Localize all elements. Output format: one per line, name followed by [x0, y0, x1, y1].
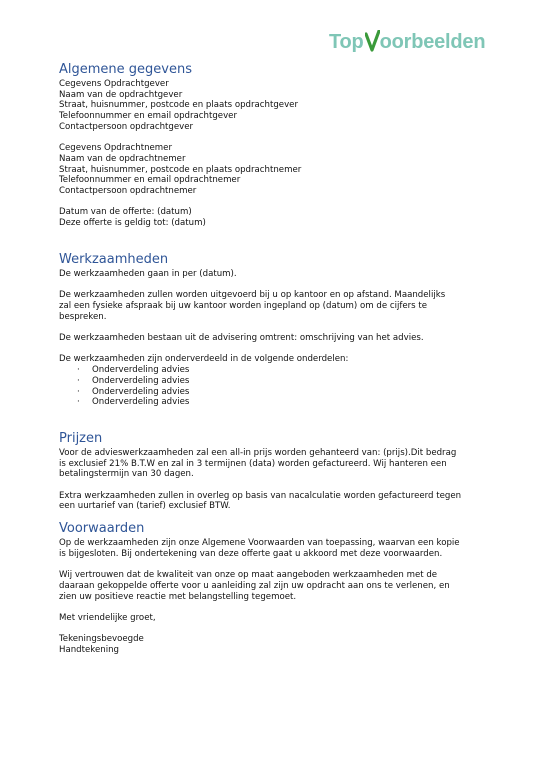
text-line: Datum van de offerte: (datum)	[59, 207, 192, 218]
text-line: Straat, huisnummer, postcode en plaats opdrachtnemer	[59, 164, 302, 175]
text-line: De werkzaamheden gaan in per (datum).	[59, 268, 237, 279]
bullet-icon: ·	[77, 375, 80, 386]
text-line: bespreken.	[59, 311, 107, 322]
logo-text-top: Top	[329, 31, 364, 53]
list-item: · Onderverdeling advies	[77, 365, 190, 376]
text-line: De werkzaamheden zullen worden uitgevoerd bij u op kantoor en op afstand. Maandelijks	[59, 290, 446, 301]
text-line: Straat, huisnummer, postcode en plaats opdrachtgever	[59, 100, 298, 111]
text-line: Tekeningsbevoegde	[59, 634, 144, 645]
opdrachtnemer-block	[59, 143, 479, 197]
text-line: Deze offerte is geldig tot: (datum)	[59, 218, 206, 229]
opdrachtgever-block	[59, 79, 479, 133]
prijzen-paragraph-2	[59, 491, 479, 512]
text-line: Naam van de opdrachtgever	[59, 89, 183, 100]
text-line: Telefoonnummer en email opdrachtgever	[59, 111, 237, 122]
text-line: Contactpersoon opdrachtnemer	[59, 186, 197, 197]
werkzaamheden-paragraph-2	[59, 290, 479, 322]
document-body	[59, 61, 479, 656]
text-line: De werkzaamheden zijn onderverdeeld in de volgende onderdelen:	[59, 354, 349, 365]
signature-block	[59, 634, 479, 655]
greeting: Met vriendelijke groet,	[59, 613, 156, 623]
voorwaarden-paragraph-1	[59, 538, 479, 559]
text-line: is bijgesloten. Bij ondertekening van deze offerte gaat u akkoord met deze voorwaarden.	[59, 548, 443, 559]
text-line: Telefoonnummer en email opdrachtnemer	[59, 175, 241, 186]
text-line: een uurtarief van (tarief) exclusief BTW.	[59, 501, 231, 512]
heading-voorwaarden: Voorwaarden	[59, 521, 145, 537]
text-line: Cegevens Opdrachtnemer	[59, 143, 172, 154]
text-line: zal een fysieke afspraak bij uw kantoor worden ingepland op (datum) om de cijfers te	[59, 300, 428, 311]
bullet-icon: ·	[77, 397, 80, 408]
heading-algemene-gegevens: Algemene gegevens	[59, 62, 192, 77]
voorwaarden-paragraph-2	[59, 570, 479, 602]
text-line: Contactpersoon opdrachtgever	[59, 121, 194, 132]
text-line: Naam van de opdrachtnemer	[59, 153, 186, 164]
bullet-icon: ·	[77, 386, 80, 397]
text-line: daaraan gekoppelde offerte voor u aanleiding zal zijn uw opdracht aan ons te verlenen, en	[59, 580, 450, 591]
text-line: De werkzaamheden bestaan uit de advisering omtrent: omschrijving van het advies.	[59, 333, 424, 343]
heading-werkzaamheden: Werkzaamheden	[59, 251, 169, 267]
text-line: Extra werkzaamheden zullen in overleg op basis van nacalculatie worden gefactureerd tegen	[59, 490, 462, 501]
prijzen-paragraph-1	[59, 448, 479, 480]
text-line: Op de werkzaamheden zijn onze Algemene Voorwaarden van toepassing, waarvan een kopie	[59, 538, 460, 549]
list-item: · Onderverdeling advies	[77, 375, 190, 386]
onderdelen-list	[59, 365, 479, 408]
bullet-icon: ·	[77, 365, 80, 376]
offerte-datum-block	[59, 207, 479, 228]
text-line: Cegevens Opdrachtgever	[59, 79, 169, 89]
text-line: zien uw positieve reactie met belangstelling tegemoet.	[59, 591, 297, 602]
text-line: Handtekening	[59, 645, 119, 656]
text-line: Wij vertrouwen dat de kwaliteit van onze op maat aangeboden werkzaamheden met de	[59, 570, 438, 581]
list-item: · Onderverdeling advies	[77, 386, 190, 397]
topvoorbeelden-logo	[329, 29, 485, 55]
text-line: betalingstermijn van 30 dagen.	[59, 469, 194, 480]
heading-prijzen: Prijzen	[59, 430, 103, 446]
logo-text-oorbeelden: oorbeelden	[379, 31, 486, 53]
text-line: is exclusief 21% B.T.W en zal in 3 termijnen (data) worden gefactureerd. Wij hanteren een	[59, 458, 447, 469]
list-item: · Onderverdeling advies	[77, 397, 190, 408]
text-line: Voor de advieswerkzaamheden zal een all-in prijs worden gehanteerd van: (prijs).Dit bedrag	[59, 447, 457, 458]
logo-v-checkmark-icon	[365, 30, 380, 52]
